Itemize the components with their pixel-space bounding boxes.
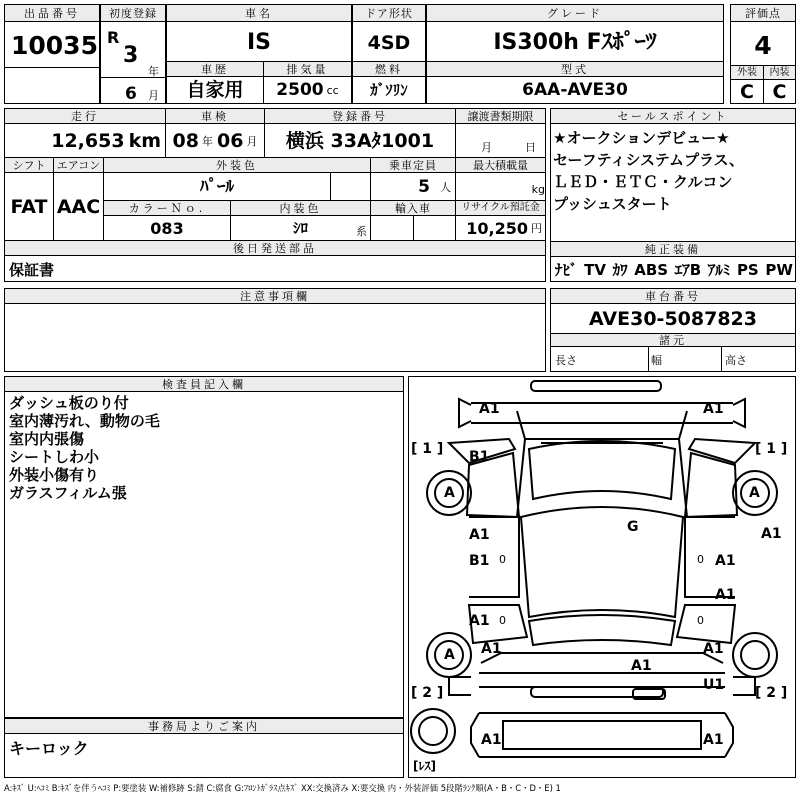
damage-mark: B1 [469,449,490,465]
exterior-color: ﾊﾟｰﾙ [200,176,234,197]
equipment-item: PW [765,260,793,279]
damage-mark: G [627,519,639,535]
displacement: 2500 [276,80,324,100]
transfer-day-unit: 日 [525,140,536,154]
section-bracket: [ 1 ] [755,441,788,457]
height-label: 高さ [725,353,747,367]
length-label: 長さ [555,353,577,367]
model-box [426,61,724,104]
door-type: 4SD [367,31,411,54]
mileage-unit: km [128,129,161,152]
damage-mark: A1 [481,641,502,657]
dent-mark: 0 [499,614,506,627]
exterior-color-box [103,157,371,201]
inspection-month-unit: 月 [246,134,258,148]
later-parts-header: 後日発送部品 [4,240,546,256]
inspection-month: 06 [217,129,244,152]
inspector-note: ダッシュ板のり付 [9,394,129,412]
interior-score: C [772,80,787,103]
max-load-box [455,157,546,201]
damage-mark: A1 [715,587,736,603]
damage-mark: A [444,485,455,501]
transfer-box [455,108,546,158]
exterior-label: 外装 [731,66,763,80]
office-box [4,718,404,778]
aircon-header: エアコン [53,157,104,173]
caution-box [4,288,546,372]
recycle-header: リサイクル預託金 [455,200,546,216]
year-unit: 年 [148,64,159,78]
damage-mark: A1 [703,732,724,748]
inspector-note: シートしわ小 [9,448,100,466]
grade-header: グレード [426,4,724,22]
inspection-value [166,127,264,155]
inspection-year: 08 [172,129,199,152]
capacity: 5 [418,176,430,197]
history: 自家用 [186,79,244,101]
aircon: AAC [56,195,101,218]
inspector-box [4,376,404,718]
specs-header: 諸元 [550,333,796,347]
later-parts-box [4,240,546,282]
section-bracket: [ 2 ] [755,685,788,701]
interior-color-box [230,200,371,241]
inspector-note: ガラスフィルム張 [9,484,127,502]
equipment-header: 純正装備 [550,241,796,257]
inspection-year-unit: 年 [202,134,213,148]
fuel: ｶﾞｿﾘﾝ [370,81,408,99]
dent-mark: 0 [697,553,704,566]
door-header: ドア形状 [352,4,426,22]
displacement-header: 排気量 [263,61,352,77]
import-box [370,200,456,241]
equipment-box [550,241,796,282]
recycle-value [456,217,542,240]
mileage: 12,653 [51,129,125,152]
chassis-header: 車台番号 [550,288,796,304]
shift-header: シフト [4,157,54,173]
recycle-box [455,200,546,241]
color-number-box [103,200,231,241]
history-header: 車歴 [166,61,264,77]
capacity-value [371,174,451,200]
office-header: 事務局よりご案内 [4,718,404,734]
equipment-item: TV [584,260,606,279]
dent-mark: 0 [499,553,506,566]
inspection-box [165,108,265,158]
lot-number: 10035 [11,30,98,60]
model: 6AA-AVE30 [522,80,628,100]
import-header: 輸入車 [370,200,456,216]
section-bracket: [ﾚｽ] [413,759,436,773]
shift-box [4,157,54,241]
door-box [352,4,426,62]
damage-mark: A1 [761,526,782,542]
first-registration-header: 初度登録 [100,4,166,22]
sales-point-box [550,108,796,242]
damage-mark: A1 [703,641,724,657]
transfer-header: 譲渡書類期限 [455,108,546,124]
grade-box [426,4,724,62]
interior-color: ｼﾛ [292,219,308,237]
damage-mark: A [749,485,760,501]
inspection-header: 車検 [165,108,265,124]
interior-label: 内装 [764,66,795,80]
month-unit: 月 [148,88,159,102]
damage-mark: U1 [703,677,725,693]
equipment-list [555,259,793,281]
displacement-unit: cc [326,84,339,97]
lot-number-header: 出品番号 [4,4,100,22]
capacity-unit: 人 [440,180,451,194]
legend: A:ｷｽﾞ U:ﾍｺﾐ B:ｷｽﾞを伴うﾍｺﾐ P:要塗装 W:補修跡 S:錆 C:腐食 G:ﾌﾛﾝﾄｶﾞﾗｽ点ｷｽﾞ XX:交換済み X:要交換 内・外装評価 5段階ﾗﾝｸ順(A・B・C・D・E) 1 [4,782,561,793]
capacity-header: 乗車定員 [370,157,456,173]
equipment-item: ｱﾙﾐ [707,260,731,279]
car-outline [409,377,795,777]
car-name: IS [246,30,272,55]
exterior-color-header: 外装色 [103,157,371,173]
section-bracket: [ 2 ] [411,685,444,701]
office-note: キーロック [9,739,89,758]
inspector-note: 室内内張傷 [9,430,85,448]
color-number-header: カラーＮｏ. [103,200,231,216]
score-box [730,4,796,104]
lot-number-box [4,4,100,104]
width-label: 幅 [651,353,662,367]
damage-mark: A1 [631,658,652,674]
fuel-box [352,61,426,104]
equipment-item: ｶﾜ [612,260,628,279]
first-registration-year: 3 [123,43,139,68]
shift: FAT [10,195,48,218]
era: R [107,28,120,47]
interior-color-unit: 系 [356,224,367,238]
fuel-header: 燃料 [352,61,426,77]
sales-point-line: プッシュスタート [553,195,672,213]
recycle-fee: 10,250 [466,218,528,238]
inspector-header: 検査員記入欄 [4,376,404,392]
mileage-box [4,108,166,158]
chassis-number: AVE30-5087823 [589,307,757,330]
score-header: 評価点 [730,4,796,22]
later-parts: 保証書 [9,260,55,279]
model-header: 型式 [426,61,724,77]
displacement-box [263,61,352,104]
damage-mark: A [444,647,455,663]
equipment-item: ABS [634,260,669,279]
first-registration-box [100,4,166,104]
recycle-unit: 円 [531,222,542,235]
dent-mark: 0 [697,614,704,627]
color-number: 083 [150,218,184,238]
equipment-item: ｴｱB [674,260,702,279]
inspector-note: 外装小傷有り [9,466,100,484]
first-registration-month: 6 [125,83,137,104]
car-diagram [408,376,796,778]
sales-point-line: ＬＥＤ・ＥＴＣ・クルコン [553,173,733,191]
registration-header: 登録番号 [264,108,456,124]
sales-point-line: ★オークションデビュー★ [553,129,730,147]
car-name-box [166,4,352,62]
equipment-item: ﾅﾋﾞ [555,260,578,279]
damage-mark: B1 [469,553,490,569]
max-load-header: 最大積載量 [455,157,546,173]
registration-box [264,108,456,158]
sales-point-header: セールスポイント [550,108,796,124]
interior-color-header: 内装色 [230,200,371,216]
car-name-header: 車名 [166,4,352,22]
mileage-header: 走行 [4,108,166,124]
caution-header: 注意事項欄 [4,288,546,304]
exterior-score: C [740,80,754,103]
mileage-value [5,127,161,155]
damage-mark: A1 [469,527,490,543]
grade: IS300h Fｽﾎﾟｰﾂ [493,30,657,55]
history-box [166,61,264,104]
equipment-item: PS [736,260,759,279]
chassis-box [550,288,796,372]
capacity-box [370,157,456,201]
section-bracket: [ 1 ] [411,441,444,457]
transfer-month-unit: 月 [481,140,492,154]
displacement-value [264,78,351,103]
damage-mark: A1 [703,401,724,417]
score: 4 [754,30,772,60]
damage-mark: A1 [481,732,502,748]
sales-point-line: セーフティシステムプラス、 [553,151,744,169]
inspector-note: 室内薄汚れ、動物の毛 [9,412,160,430]
aircon-box [53,157,104,241]
damage-mark: A1 [469,613,490,629]
damage-mark: A1 [715,553,736,569]
max-load-unit: kg [531,182,545,196]
registration-number: 横浜 33Aﾀ1001 [285,129,435,152]
damage-mark: A1 [479,401,500,417]
